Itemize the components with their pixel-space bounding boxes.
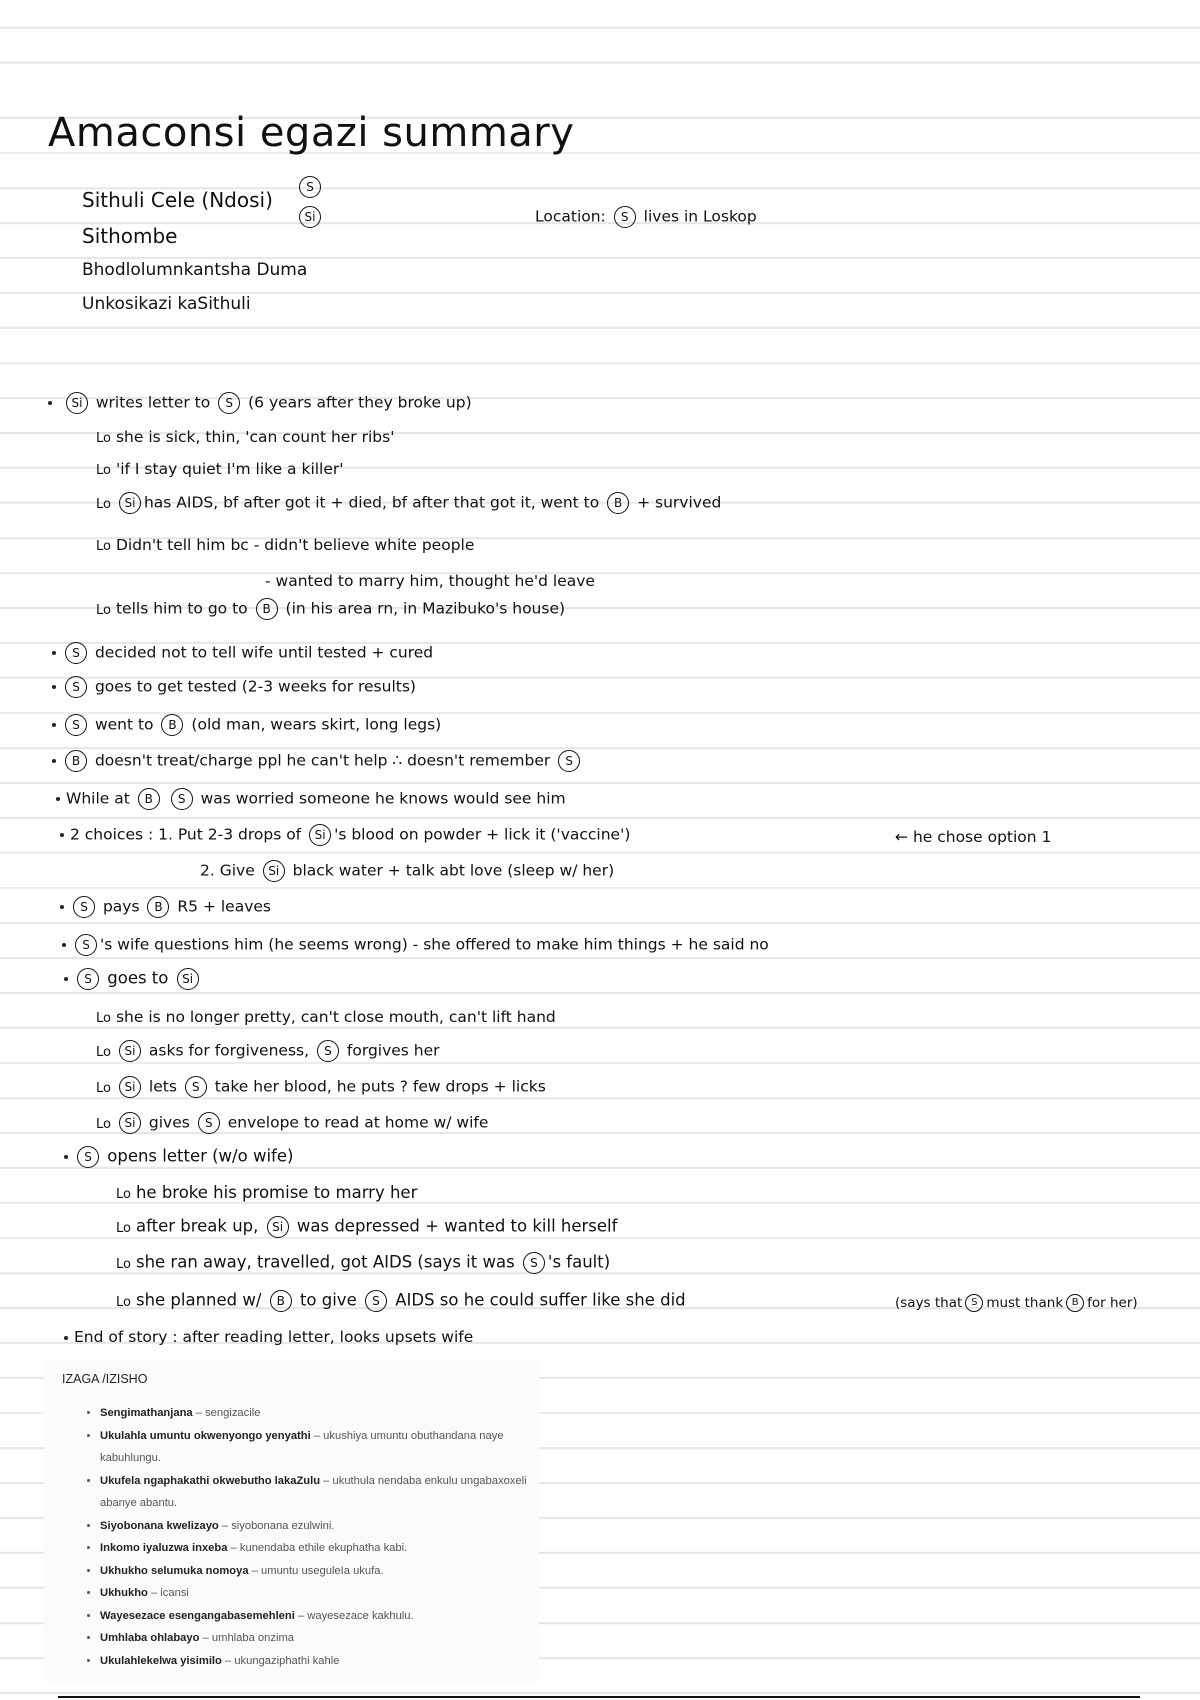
- arrow-icon: Lo: [96, 1080, 111, 1096]
- symbol-s: S: [299, 176, 321, 198]
- note-sub-line: [96, 428, 394, 446]
- arrow-icon: Lo: [116, 1256, 131, 1272]
- note-line: [64, 1146, 293, 1168]
- note-text: to give: [299, 1290, 357, 1310]
- proverb-meaning: – umuntu useguleIa ukufa.: [251, 1564, 384, 1577]
- note-line: [62, 934, 769, 956]
- list-item: [100, 1560, 527, 1583]
- location-line: [535, 206, 757, 228]
- note-text: envelope to read at home w/ wife: [227, 1113, 489, 1132]
- note-text: 's blood on powder + lick it ('vaccine'): [334, 825, 631, 844]
- note-sub-line: [96, 1076, 546, 1098]
- character-name: Unkosikazi kaSithuli: [82, 294, 251, 314]
- note-side-comment: [895, 828, 1051, 846]
- symbol-s: S: [198, 1112, 220, 1134]
- arrow-icon: Lo: [96, 1116, 111, 1132]
- symbol-si: Si: [119, 1112, 141, 1134]
- note-text: opens letter (w/o wife): [107, 1146, 294, 1166]
- symbol-s: S: [65, 714, 87, 736]
- note-text: 's wife questions him (he seems wrong) - she offered to make him things + he said no: [100, 935, 769, 954]
- symbol-si: Si: [177, 968, 199, 990]
- note-text: she is no longer pretty, can't close mouth, can't lift hand: [115, 1008, 556, 1026]
- proverbs-box: [44, 1360, 539, 1682]
- arrow-icon: Lo: [96, 602, 111, 618]
- proverb-term: Ukhukho: [100, 1587, 148, 1599]
- note-text: (6 years after they broke up): [248, 393, 472, 412]
- symbol-b: B: [256, 598, 278, 620]
- symbol-si: Si: [309, 824, 331, 846]
- note-text: End of story : after reading letter, looks upsets wife: [74, 1328, 474, 1346]
- note-sub-line: [116, 1216, 617, 1238]
- location-text: lives in Loskop: [643, 207, 757, 226]
- symbol-si: Si: [119, 492, 141, 514]
- proverb-term: Sengimathanjana: [100, 1407, 193, 1419]
- symbol-si: Si: [119, 1076, 141, 1098]
- proverb-meaning: – wayesezace kakhulu.: [297, 1609, 414, 1622]
- note-sub-line: [116, 1252, 610, 1274]
- note-line: [48, 392, 472, 414]
- note-text: decided not to tell wife until tested + cured: [94, 643, 434, 662]
- symbol-s: S: [65, 642, 87, 664]
- note-text: gives: [148, 1113, 190, 1132]
- note-text: pays: [102, 897, 140, 916]
- symbol-s: S: [185, 1076, 207, 1098]
- note-sub-line: [116, 1290, 686, 1312]
- note-line: [64, 1328, 473, 1346]
- note-text: doesn't treat/charge ppl he can't help ∴ doesn't remember: [94, 751, 551, 770]
- arrow-left-icon: ←: [895, 828, 908, 846]
- bullet: [62, 943, 66, 947]
- proverb-term: Wayesezace esengangabasemehleni: [100, 1609, 295, 1622]
- note-text: 2 choices : 1. Put 2-3 drops of: [70, 825, 302, 844]
- location-label: Location:: [535, 207, 606, 226]
- symbol-s: S: [73, 896, 95, 918]
- note-text: 2. Give: [200, 861, 255, 880]
- list-item: [100, 1515, 527, 1538]
- bullet: [52, 723, 56, 727]
- note-text: has AIDS, bf after got it + died, bf after that got it, went to: [143, 493, 600, 512]
- proverb-meaning: – sengizacile: [195, 1407, 261, 1419]
- proverb-meaning: – umhlaba onzima: [202, 1632, 294, 1644]
- proverb-meaning: – ukushiya umuntu obuthandana naye kabuhlungu.: [100, 1429, 504, 1464]
- proverbs-heading: IZAGA /IZISHO: [62, 1372, 148, 1386]
- page-title: Amaconsi egazi summary: [48, 110, 575, 156]
- proverb-term: Siyobonana kwelizayo: [100, 1519, 219, 1532]
- note-line: [52, 676, 416, 698]
- symbol-si: Si: [119, 1040, 141, 1062]
- bullet: [64, 977, 68, 981]
- note-text: lets: [148, 1077, 177, 1096]
- note-text: she is sick, thin, 'can count her ribs': [115, 428, 395, 446]
- arrow-icon: Lo: [96, 463, 111, 478]
- note-text: must thank: [986, 1295, 1064, 1311]
- note-text: + survived: [637, 493, 722, 512]
- proverb-term: Umhlaba ohlabayo: [100, 1632, 200, 1644]
- list-item: [100, 1582, 527, 1605]
- proverb-term: Inkomo iyaluzwa inxeba: [100, 1542, 228, 1554]
- symbol-s: S: [65, 676, 87, 698]
- note-line: [52, 750, 583, 772]
- note-line: [64, 968, 202, 990]
- symbol-b: B: [138, 788, 160, 810]
- note-line: [52, 714, 441, 736]
- list-item: [100, 1605, 527, 1628]
- note-line: [52, 642, 433, 664]
- note-text: forgives her: [346, 1041, 440, 1060]
- proverb-term: Ukhukho selumuka nomoya: [100, 1564, 249, 1577]
- note-text: (says that: [895, 1295, 963, 1311]
- proverb-meaning: – ukuthula nendaba enkulu ungabaxoxeli abanye abantu.: [100, 1474, 527, 1509]
- symbol-si: Si: [267, 1216, 289, 1238]
- note-sub-line: [96, 1112, 488, 1134]
- arrow-icon: Lo: [96, 1044, 111, 1060]
- note-text: was worried someone he knows would see him: [200, 789, 566, 808]
- note-text: he broke his promise to marry her: [135, 1183, 418, 1202]
- symbol-s: S: [523, 1252, 545, 1274]
- note-text: asks for forgiveness,: [148, 1041, 310, 1060]
- note-text: went to: [94, 715, 154, 734]
- note-text: writes letter to: [95, 393, 211, 412]
- proverb-term: Ukufela ngaphakathi okwebutho lakaZulu: [100, 1474, 321, 1487]
- bullet: [48, 401, 52, 405]
- symbol-b: B: [65, 750, 87, 772]
- list-item: [100, 1537, 527, 1560]
- list-item: [100, 1402, 527, 1425]
- character-name: Sithombe: [82, 224, 178, 248]
- symbol-s: S: [171, 788, 193, 810]
- proverb-meaning: – kunendaba ethile ekuphatha kabi.: [230, 1542, 408, 1554]
- symbol-s: S: [218, 392, 240, 414]
- note-text: he chose option 1: [912, 828, 1052, 846]
- list-item: [100, 1470, 527, 1515]
- bullet: [60, 905, 64, 909]
- note-line: [56, 788, 566, 810]
- note-sub-line: [116, 1183, 417, 1202]
- proverb-meaning: – icansi: [150, 1587, 189, 1599]
- symbol-b: B: [607, 492, 629, 514]
- note-text: take her blood, he puts ? few drops + licks: [214, 1077, 546, 1096]
- note-sub-line: [96, 536, 474, 554]
- arrow-icon: Lo: [96, 496, 111, 512]
- note-sub-line: [96, 460, 344, 478]
- symbol-s: S: [614, 206, 636, 228]
- arrow-icon: Lo: [116, 1220, 131, 1236]
- symbol-si: Si: [263, 860, 285, 882]
- arrow-icon: Lo: [116, 1294, 131, 1310]
- note-sub-line: [96, 1040, 440, 1062]
- note-text: AIDS so he could suffer like she did: [395, 1290, 686, 1310]
- proverb-term: Ukulahla umuntu okwenyongo yenyathi: [100, 1429, 311, 1442]
- bullet: [52, 651, 56, 655]
- proverb-meaning: – siyobonana ezulwini.: [221, 1519, 335, 1532]
- note-text: 'if I stay quiet I'm like a killer': [115, 460, 344, 478]
- symbol-b: B: [147, 896, 169, 918]
- note-side-comment: [895, 1294, 1138, 1312]
- bottom-divider: [58, 1696, 1140, 1698]
- proverbs-list: [44, 1402, 539, 1672]
- list-item: [100, 1650, 527, 1673]
- note-text: 's fault): [547, 1252, 611, 1272]
- note-line: [60, 896, 271, 918]
- note-text: Didn't tell him bc - didn't believe white people: [115, 536, 475, 554]
- symbol-s: S: [317, 1040, 339, 1062]
- bullet: [52, 685, 56, 689]
- symbol-b: B: [161, 714, 183, 736]
- bullet: [64, 1155, 68, 1159]
- arrow-icon: Lo: [96, 539, 111, 554]
- symbol-s: S: [558, 750, 580, 772]
- symbol-s: S: [77, 968, 99, 990]
- symbol-b: B: [270, 1290, 292, 1312]
- note-text: goes to: [107, 968, 169, 988]
- arrow-icon: Lo: [96, 431, 111, 446]
- proverb-term: Ukulahlekelwa yisimilo: [100, 1654, 222, 1667]
- symbol-b: B: [1066, 1294, 1084, 1312]
- list-item: [100, 1425, 527, 1470]
- note-sub-line: - wanted to marry him, thought he'd leave: [265, 572, 595, 590]
- note-text: she planned w/: [135, 1290, 262, 1310]
- bullet: [56, 797, 60, 801]
- note-text: after break up,: [135, 1216, 259, 1236]
- note-sub-line: [200, 860, 614, 882]
- note-text: (in his area rn, in Mazibuko's house): [285, 599, 566, 618]
- list-item: [100, 1627, 527, 1650]
- symbol-si: Si: [299, 206, 321, 228]
- note-text: goes to get tested (2-3 weeks for results): [94, 677, 416, 696]
- note-text: was depressed + wanted to kill herself: [296, 1216, 618, 1236]
- note-sub-line: [96, 1008, 556, 1026]
- bullet: [64, 1336, 68, 1340]
- note-sub-line: [96, 492, 721, 514]
- note-text: black water + talk abt love (sleep w/ her): [292, 861, 615, 880]
- symbol-si: Si: [66, 392, 88, 414]
- note-sub-line: [96, 598, 565, 620]
- note-text: R5 + leaves: [177, 897, 272, 916]
- character-name: Sithuli Cele (Ndosi): [82, 188, 273, 212]
- symbol-s: S: [365, 1290, 387, 1312]
- proverb-meaning: – ukungaziphathi kahle: [224, 1654, 340, 1667]
- note-text: for her): [1087, 1295, 1138, 1311]
- symbol-s: S: [75, 934, 97, 956]
- note-text: While at: [66, 789, 130, 808]
- arrow-icon: Lo: [116, 1187, 131, 1202]
- arrow-icon: Lo: [96, 1011, 111, 1026]
- note-text: she ran away, travelled, got AIDS (says it was: [135, 1252, 515, 1272]
- character-name: Bhodlolumnkantsha Duma: [82, 260, 308, 280]
- symbol-s: S: [965, 1294, 983, 1312]
- bullet: [60, 833, 64, 837]
- note-line: [60, 824, 630, 846]
- note-text: (old man, wears skirt, long legs): [191, 715, 442, 734]
- bullet: [52, 759, 56, 763]
- symbol-s: S: [77, 1146, 99, 1168]
- note-text: tells him to go to: [115, 599, 248, 618]
